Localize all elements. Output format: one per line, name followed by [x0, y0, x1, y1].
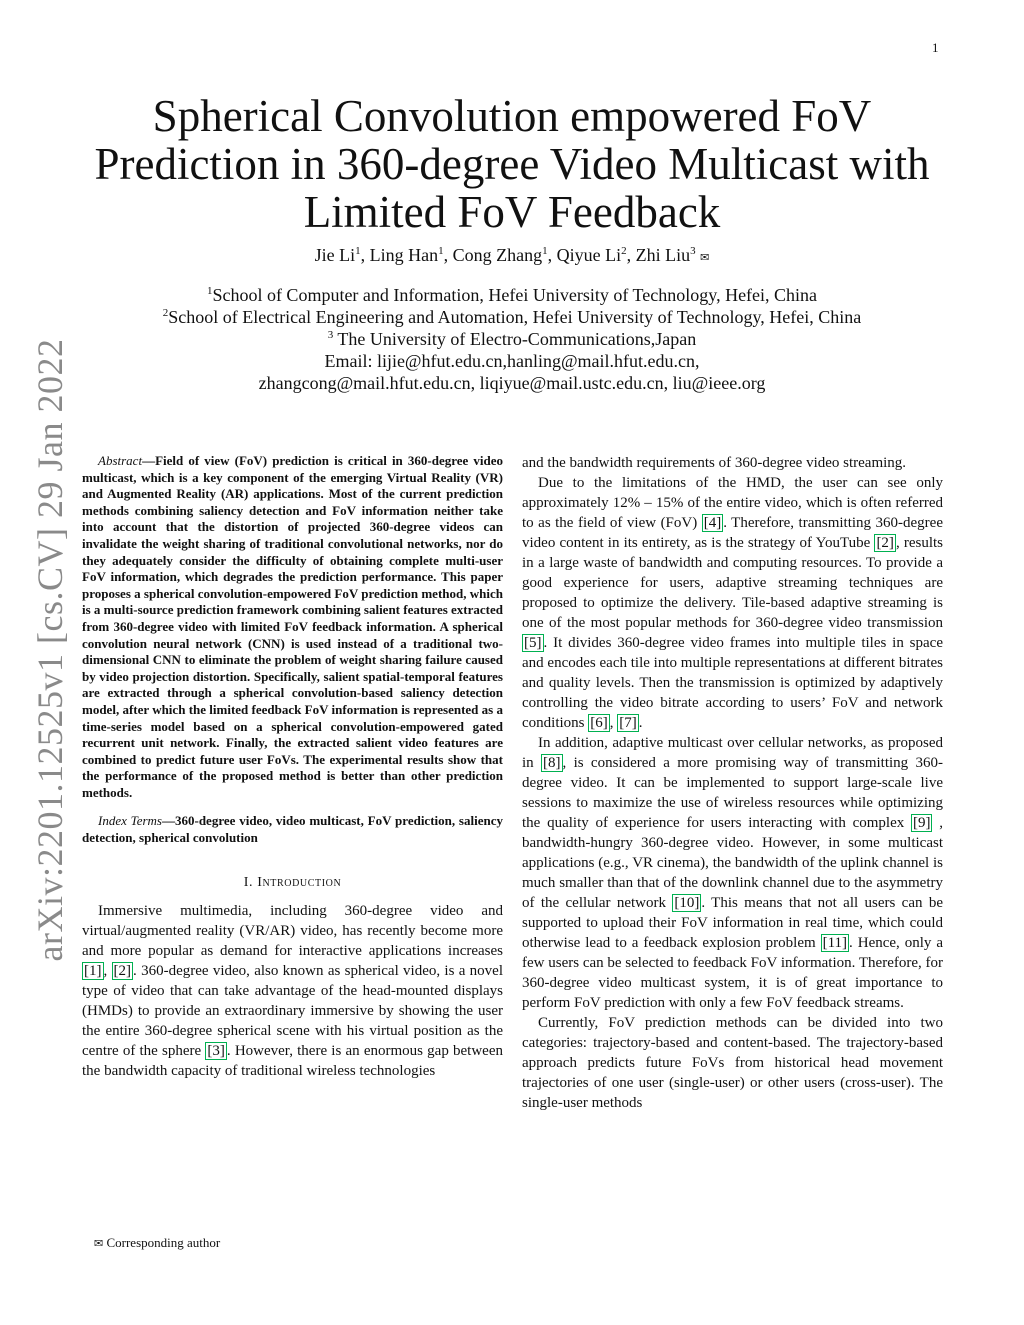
- intro-paragraph-2: [522, 473, 943, 733]
- arxiv-stamp: arXiv:2201.12525v1 [cs.CV] 29 Jan 2022: [30, 338, 70, 962]
- citation-link[interactable]: [1]: [84, 962, 102, 979]
- intro-paragraph-continued: and the bandwidth requirements of 360-degree video streaming.: [522, 455, 907, 471]
- page-number: 1: [932, 40, 939, 55]
- section-numeral: I.: [243, 874, 258, 890]
- body-text: . 360-degree video, also known as spherical video, is a novel type of video that can take advantage of the head-mounted displays (HMDs) to provide an extraordinary immersive by showing the user the entire 360-degree spherical scene with his virtual position as the centre of the sphere: [82, 962, 503, 1059]
- author-name: Jie Li: [314, 245, 356, 265]
- citation-link[interactable]: [5]: [524, 635, 542, 651]
- author-name: Zhi Liu: [635, 245, 691, 265]
- section-title-initial: I: [257, 874, 263, 890]
- title-line-1: Spherical Convolution empowered FoV: [152, 91, 872, 141]
- affiliation-mark: 3: [327, 329, 334, 341]
- envelope-icon: ✉: [700, 251, 710, 264]
- citation-link[interactable]: [8]: [543, 755, 561, 771]
- body-text: In addition, adaptive multicast over cellular networks, as proposed in: [522, 735, 943, 771]
- citation-link[interactable]: [2]: [113, 962, 132, 979]
- affiliation-mark: 2: [162, 307, 169, 319]
- body-text: . Hence, only a few users can be selected to feedback FoV information. Therefore, for 360-degree video multicast system, it is of great importance to perform FoV prediction with only a few FoV feedback streams.: [522, 935, 943, 1011]
- index-terms-text: —360-degree video, video multicast, FoV prediction, saliency detection, spherical convolution: [82, 813, 503, 846]
- body-text: .: [638, 715, 643, 731]
- intro-paragraph-1: [82, 901, 503, 1081]
- author-separator: ,: [626, 245, 636, 265]
- affiliation-mark: 1: [206, 285, 213, 297]
- body-text: . However, there is an enormous gap between the bandwidth capacity of traditional wireless technologies: [82, 1042, 504, 1079]
- author-name: Qiyue Li: [556, 245, 622, 265]
- body-text: , is considered a more promising way of transmitting 360-degree video. It can be implemented to support large-scale live sessions to maximize the use of wireless resources while optimizing the quality of experience for users interacting with complex: [522, 755, 943, 831]
- affiliation-text: The University of Electro-Communications,Japan: [333, 329, 697, 349]
- title-line-3: Limited FoV Feedback: [303, 187, 721, 237]
- citation-link[interactable]: [6]: [590, 715, 608, 731]
- citation-link[interactable]: [10]: [674, 895, 700, 911]
- paper-title: [60, 92, 964, 236]
- author-separator: ,: [443, 245, 453, 265]
- author-affiliation-mark: 1: [355, 245, 361, 257]
- citation-link[interactable]: [2]: [876, 535, 894, 551]
- citation-link[interactable]: [7]: [619, 715, 637, 731]
- intro-paragraph-4: Currently, FoV prediction methods can be divided into two categories: trajectory-based and content-based. The trajectory-based approach predicts future FoVs from historical head movement trajectories of one user (single-user) or other users (cross-user). The single-user methods: [522, 1015, 943, 1111]
- envelope-icon: ✉: [94, 1237, 104, 1250]
- body-text: . Therefore, transmitting 360-degree video content in its entirety, as is the strategy of YouTube: [522, 515, 943, 551]
- body-text: . It divides 360-degree video frames into multiple tiles in space and encodes each tile into multiple representations at different bitrates and quality levels. Then the transmission is optimized by adaptively controlling the video bitrate according to users’ FoV and network conditions: [522, 635, 943, 731]
- author-separator: ,: [547, 245, 557, 265]
- body-text: ,: [103, 962, 112, 979]
- affiliation-2: [60, 306, 964, 328]
- abstract-label: Abstract: [98, 453, 143, 468]
- section-heading-introduction: [82, 873, 503, 893]
- index-terms-label: Index Terms: [98, 813, 162, 829]
- title-line-2: Prediction in 360-degree Video Multicast with: [94, 139, 930, 189]
- author-name: Ling Han: [369, 245, 439, 265]
- author-list: [60, 243, 964, 270]
- footnote-text: Corresponding author: [106, 1235, 221, 1250]
- intro-paragraph-3: [522, 733, 943, 1013]
- citation-link[interactable]: [4]: [703, 515, 722, 531]
- left-column: [82, 453, 503, 1081]
- body-text: . This means that not all users can be supported to upload their FoV information in real time, which could otherwise lead to a feedback explosion problem: [522, 895, 943, 951]
- author-affiliation-mark: 1: [438, 245, 444, 257]
- author-affiliation-mark: 2: [621, 245, 627, 257]
- section-title-rest: ntroduction: [262, 874, 342, 890]
- body-text: Due to the limitations of the HMD, the user can see only approximately 12% – 15% of the entire video, which is often referred to as the field of view (FoV): [522, 475, 943, 531]
- index-terms: [82, 813, 503, 846]
- affiliations-block: [60, 284, 964, 394]
- author-name: Cong Zhang: [452, 245, 543, 265]
- affiliation-text: School of Computer and Information, Hefei University of Technology, Hefei, China: [212, 285, 818, 305]
- footnote: [94, 1235, 220, 1251]
- right-column: [522, 453, 943, 1113]
- email-line-1: Email: lijie@hfut.edu.cn,hanling@mail.hfut.edu.cn,: [324, 351, 700, 371]
- affiliation-1: [60, 284, 964, 306]
- author-separator: ,: [360, 245, 370, 265]
- body-text: Immersive multimedia, including 360-degree video and virtual/augmented reality (VR/AR) video, has recently become more and more popular as demand for interactive applications increases: [82, 902, 503, 959]
- affiliation-3: [60, 328, 964, 350]
- body-text: , bandwidth-hungry 360-degree video. However, in some multicast applications (e.g., VR cinema), the bandwidth of the uplink channel is much smaller than that of the downlink channel due to the asymmetry of the cellular network: [522, 815, 943, 911]
- author-affiliation-mark: 1: [542, 245, 548, 257]
- body-text: ,: [609, 715, 618, 731]
- email-line-2: zhangcong@mail.hfut.edu.cn, liqiyue@mail.ustc.edu.cn, liu@ieee.org: [258, 373, 766, 393]
- citation-link[interactable]: [3]: [207, 1042, 225, 1059]
- body-text: , results in a large waste of bandwidth and computing resources. To provide a good experience for users, adaptive streaming techniques are proposed to optimize the delivery. Tile-based adaptive streaming is one of the most popular methods for 360-degree video transmission: [522, 535, 943, 631]
- citation-link[interactable]: [11]: [822, 935, 848, 951]
- abstract-text: —Field of view (FoV) prediction is critical in 360-degree video multicast, which is a key component of the emerging Virtual Reality (VR) and Augmented Reality (AR) applications. Most of the current prediction methods combining saliency detection and FoV information neither take into account that the distortion of projected 360-degree videos can invalidate the weight sharing of traditional convolutional networks, nor do they adequately consider the difficulty of obtaining complete multi-user FoV information, which degrades the prediction performance. This paper proposes a spherical convolution-empowered FoV prediction method, which is a multi-source prediction framework combining salient features extracted from 360-degree video with limited FoV feedback information. A spherical convolution neural network (CNN) is used instead of a traditional two-dimensional CNN to eliminate the problem of weight sharing failure caused by video projection distortion. Specifically, salient spatial-temporal features are extracted through a spherical convolution-based saliency detection model, after which the limited feedback FoV information is represented as a time-series model based on a spherical convolution-empowered gated recurrent unit network. Finally, the extracted salient video features are combined to predict future user FoVs. The experimental results show that the performance of the proposed method is better than other prediction methods.: [82, 453, 503, 800]
- affiliation-text: School of Electrical Engineering and Automation, Hefei University of Technology, Hefei, China: [168, 307, 862, 327]
- author-affiliation-mark: 3: [690, 245, 696, 257]
- abstract: [82, 453, 503, 801]
- citation-link[interactable]: [9]: [912, 815, 931, 831]
